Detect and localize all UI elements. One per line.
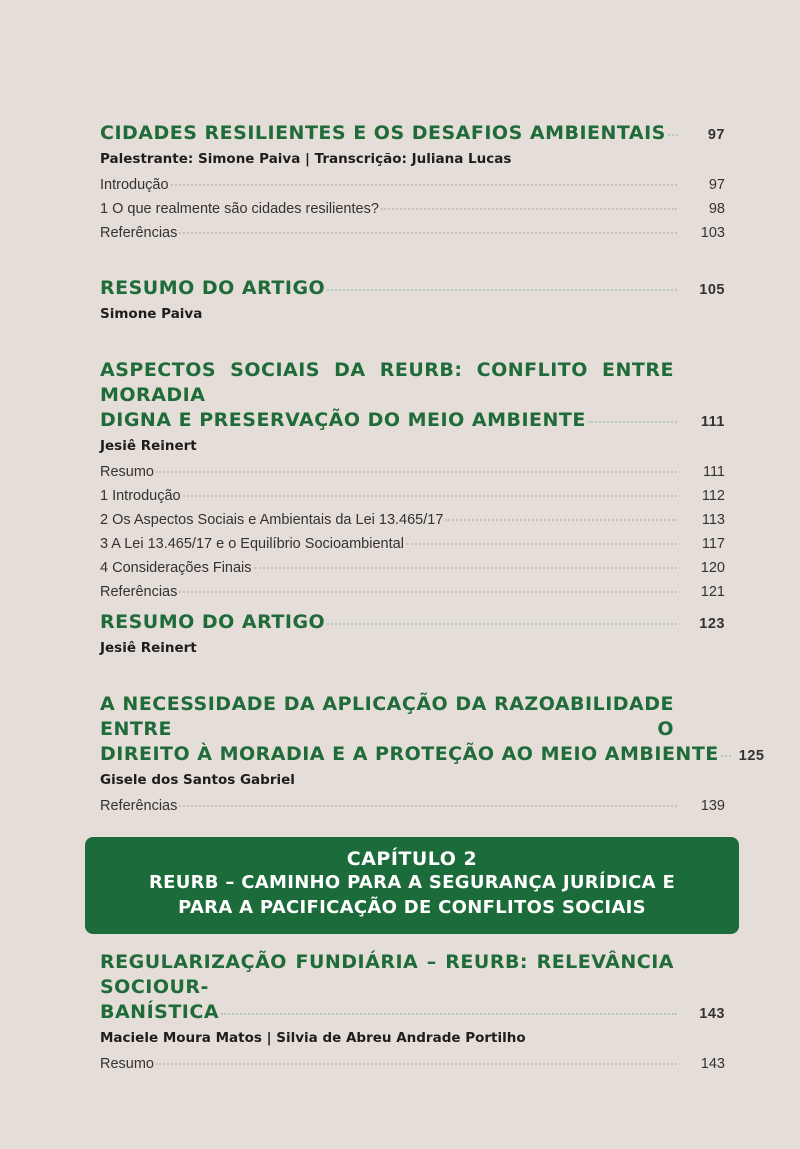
- section-page-number: 97: [707, 127, 725, 143]
- toc-item: [100, 197, 725, 221]
- section-page-number: 105: [699, 282, 725, 298]
- section-title-first-line: A NECESSIDADE DA APLICAÇÃO DA RAZOABILIDADE ENTRE O: [100, 693, 674, 740]
- toc-item-label: Introdução: [100, 177, 169, 193]
- section-title-second-line: DIGNA E PRESERVAÇÃO DO MEIO AMBIENTE: [100, 409, 586, 431]
- section-author: Jesiê Reinert: [100, 640, 197, 656]
- toc-item-label: Resumo: [100, 1056, 154, 1072]
- leader-dots: [668, 133, 678, 136]
- leader-dots: [156, 1062, 677, 1065]
- leader-dots: [327, 288, 677, 291]
- section-title-line: [100, 408, 725, 435]
- toc-item-page: 117: [701, 536, 725, 552]
- toc-section: [100, 692, 765, 818]
- section-title-line: [100, 276, 725, 303]
- toc-item: [100, 580, 725, 604]
- leader-dots: [179, 590, 677, 593]
- section-title-line: [100, 1000, 725, 1027]
- toc-item-page: 112: [701, 488, 725, 504]
- toc-item-page: 111: [702, 464, 725, 480]
- toc-item: [100, 794, 725, 818]
- toc-item: [100, 221, 725, 245]
- toc-item-page: 98: [708, 201, 725, 217]
- leader-dots: [179, 231, 677, 234]
- toc-item-label: 1 Introdução: [100, 488, 181, 504]
- toc-section: [100, 121, 725, 245]
- section-author: Simone Paiva: [100, 306, 203, 322]
- section-author: Palestrante: Simone Paiva | Transcrição: Juliana Lucas: [100, 151, 512, 167]
- toc-item-page: 97: [708, 177, 725, 193]
- toc-item-label: Referências: [100, 798, 178, 814]
- leader-dots: [327, 622, 677, 625]
- toc-item-label: 3 A Lei 13.465/17 e o Equilíbrio Socioambiental: [100, 536, 404, 552]
- toc-item-page: 120: [700, 560, 725, 576]
- toc-item-page: 139: [700, 798, 725, 814]
- toc-item-page: 103: [700, 225, 725, 241]
- section-title-line: [100, 742, 765, 769]
- leader-dots: [406, 542, 677, 545]
- leader-dots: [156, 470, 677, 473]
- leader-dots: [381, 207, 677, 210]
- leader-dots: [445, 518, 677, 521]
- section-title-first-line: REGULARIZAÇÃO FUNDIÁRIA – REURB: RELEVÂNCIA SOCIOUR-: [100, 951, 674, 998]
- section-title-line: [100, 121, 725, 148]
- toc-section: [100, 358, 725, 604]
- toc-item-label: 2 Os Aspectos Sociais e Ambientais da Lei 13.465/17: [100, 512, 444, 528]
- toc-item-page: 143: [700, 1056, 725, 1072]
- toc-item: [100, 1052, 725, 1076]
- toc-item-label: 4 Considerações Finais: [100, 560, 252, 576]
- leader-dots: [254, 566, 677, 569]
- toc-item: [100, 173, 725, 197]
- toc-item-label: Referências: [100, 584, 178, 600]
- section-title-second-line: DIREITO À MORADIA E A PROTEÇÃO AO MEIO AMBIENTE: [100, 743, 719, 765]
- chapter-label: CAPÍTULO 2: [346, 848, 478, 870]
- toc-item: [100, 508, 725, 532]
- chapter-title: REURB – CAMINHO PARA A SEGURANÇA JURÍDICA E PARA A PACIFICAÇÃO DE CONFLITOS SOCIAIS: [148, 872, 676, 918]
- section-title-first-line: ASPECTOS SOCIAIS DA REURB: CONFLITO ENTRE MORADIA: [100, 359, 674, 406]
- toc-section: [100, 950, 725, 1076]
- section-page-number: 111: [700, 414, 725, 430]
- leader-dots: [179, 804, 677, 807]
- toc-item: [100, 556, 725, 580]
- toc-item-page: 113: [701, 512, 725, 528]
- toc-item: [100, 460, 725, 484]
- section-title: RESUMO DO ARTIGO: [100, 277, 326, 299]
- toc-item-label: Referências: [100, 225, 178, 241]
- section-page-number: 125: [738, 748, 765, 764]
- leader-dots: [588, 420, 677, 423]
- leader-dots: [721, 754, 731, 757]
- toc-item-page: 121: [700, 584, 725, 600]
- toc-item-label: Resumo: [100, 464, 154, 480]
- toc-item: [100, 484, 725, 508]
- section-title-line: [100, 610, 725, 637]
- section-page-number: 143: [699, 1006, 725, 1022]
- section-title-second-line: BANÍSTICA: [100, 1001, 220, 1023]
- toc-item: [100, 532, 725, 556]
- section-title: CIDADES RESILIENTES E OS DESAFIOS AMBIENTAIS: [100, 122, 666, 144]
- section-page-number: 123: [699, 616, 725, 632]
- leader-dots: [221, 1012, 677, 1015]
- toc-item-label: 1 O que realmente são cidades resilientes?: [100, 201, 379, 217]
- chapter-banner: [85, 837, 739, 934]
- section-title: RESUMO DO ARTIGO: [100, 611, 326, 633]
- toc-section: [100, 610, 725, 656]
- leader-dots: [183, 494, 677, 497]
- section-author: Gisele dos Santos Gabriel: [100, 772, 295, 788]
- leader-dots: [171, 183, 677, 186]
- section-author: Maciele Moura Matos | Silvia de Abreu Andrade Portilho: [100, 1030, 526, 1046]
- toc-section: [100, 276, 725, 322]
- section-author: Jesiê Reinert: [100, 438, 197, 454]
